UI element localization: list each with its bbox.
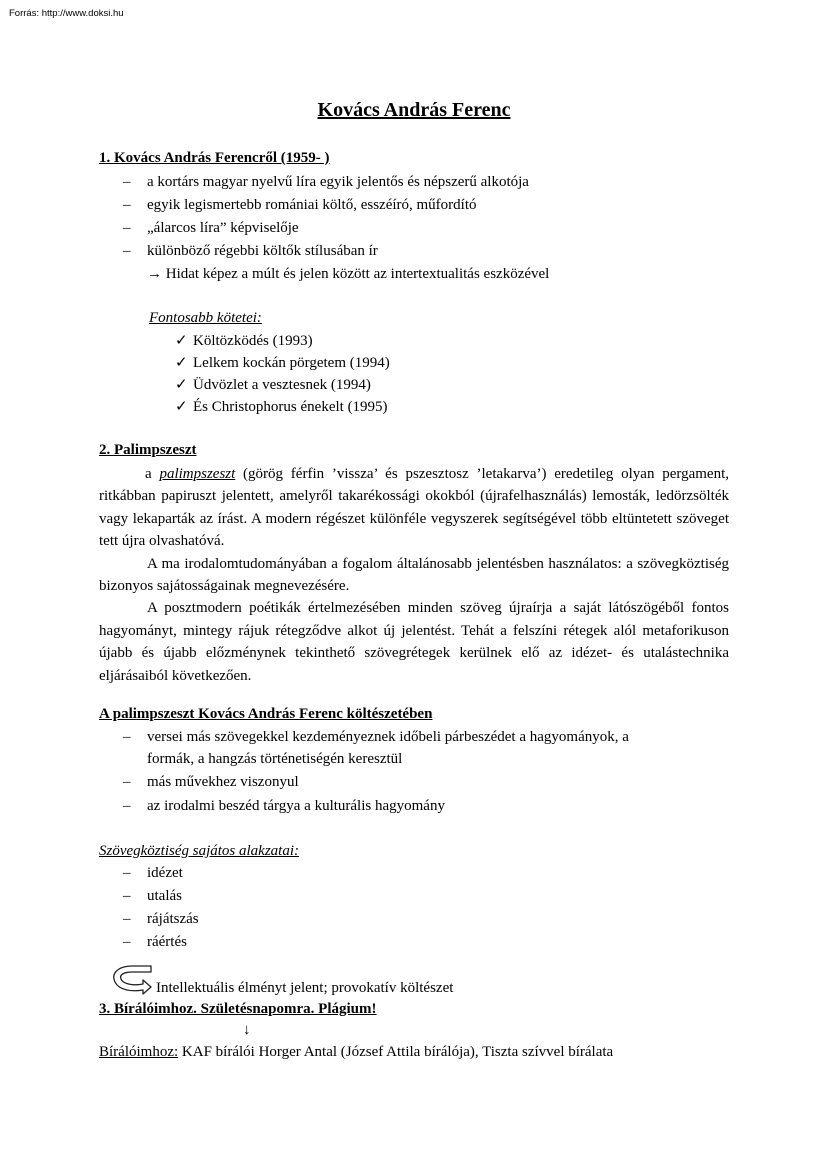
form-item: rájátszás [147,911,199,927]
work-item [175,353,390,372]
work-title: Költözködés (1993) [193,333,313,349]
birailoimhoz-text: KAF bírálói Horger Antal (József Attila bírálója), Tiszta szívvel bírálata [178,1044,614,1060]
form-item: idézet [147,865,183,881]
curve-text: Intellektuális élményt jelent; provokatív költészet [156,980,454,996]
paragraph [99,463,729,553]
source-note: Forrás: http://www.doksi.hu [9,8,124,19]
checkmark-icon: ✓ [175,355,188,371]
form-item: utalás [147,888,182,904]
section2-heading: 2. Palimpszeszt [99,442,197,458]
forms-heading: Szövegköztiség sajátos alakzatai: [99,843,299,859]
dash-bullet: – [123,243,131,259]
form-item: ráértés [147,934,187,950]
section1-heading: 1. Kovács András Ferencről (1959- ) [99,150,330,166]
dash-bullet: – [123,934,131,950]
checkmark-icon: ✓ [175,377,188,393]
paragraph-text: a [145,466,160,482]
section1-bullet: egyik legismertebb romániai költő, esszéíró, műfordító [147,197,477,213]
work-item [175,397,388,416]
work-title: És Christophorus énekelt (1995) [193,399,388,415]
checkmark-icon: ✓ [175,399,188,415]
section4-heading: 3. Bírálóimhoz. Születésnapomra. Plágium! [99,1001,377,1017]
section3-bullet-line: formák, a hangzás történetiségén keresztül [147,751,403,767]
section1-bullet: „álarcos líra” képviselője [147,220,299,236]
dash-bullet: – [123,911,131,927]
section3-bullet: más művekhez viszonyul [147,774,299,790]
section1-bullet: a kortárs magyar nyelvű líra egyik jelentős és népszerű alkotója [147,174,529,190]
arrow-text: Hidat képez a múlt és jelen között az intertextualitás eszközével [165,266,550,282]
dash-bullet: – [123,865,131,881]
paragraph-text: (görög férfin ’vissza’ és pszesztosz ’letakarva’) eredetileg olyan pergament, ritkábban papiruszt jelentett, amelyről takarékossági okokból (újrafelhasználás) lemosták, ledörzsölték vagy lekaparták az írást. A modern régészet különféle vegyszerek segítségével több eltüntetett szöveget tett újra olvashatóvá. [99,466,729,550]
work-item [175,331,313,350]
paragraph: A posztmodern poétikák értelmezésében minden szöveg újraírja a saját látószögéből fontos hagyományt, mintegy rájuk rétegződve alkot új jelentést. Tehát a felszíni rétegek alól metaforikuson újabb és újabb előzménynek tekinthető szövegrétegek kerülnek elő az idézet- és utalástechnika eljárásaiból következően. [99,600,729,684]
birailoimhoz-label: Bírálóimhoz: [99,1044,179,1060]
checkmark-icon: ✓ [175,333,188,349]
section2-body [99,463,729,687]
down-arrow-icon: ↓ [243,1022,251,1038]
work-title: Lelkem kockán pörgetem (1994) [193,355,390,371]
paragraph: A ma irodalomtudományában a fogalom általánosabb jelentésben használatos: a szövegköztiség bizonyos sajátosságainak megnevezésére. [99,555,729,595]
dash-bullet: – [123,174,131,190]
section3-bullet: az irodalmi beszéd tárgya a kulturális hagyomány [147,798,445,814]
section3-bullet-line: versei más szövegekkel kezdeményeznek időbeli párbeszédet a hagyományok, a [147,729,629,745]
dash-bullet: – [123,798,131,814]
works-heading: Fontosabb kötetei: [149,310,262,326]
work-title: Üdvözlet a vesztesnek (1994) [193,377,371,393]
curved-arrow-icon [109,960,157,1000]
arrow-line [147,266,549,283]
palimpszeszt-term: palimpszeszt [159,466,236,482]
dash-bullet: – [123,197,131,213]
section1-bullet: különböző régebbi költők stílusában ír [147,243,378,259]
work-item [175,375,371,394]
right-arrow-icon: → [147,266,162,282]
dash-bullet: – [123,220,131,236]
dash-bullet: – [123,774,131,790]
dash-bullet: – [123,888,131,904]
section3-heading: A palimpszeszt Kovács András Ferenc költészetében [99,706,433,722]
birailoimhoz-line [99,1044,613,1061]
dash-bullet: – [123,729,131,745]
page-title: Kovács András Ferenc [317,99,511,121]
